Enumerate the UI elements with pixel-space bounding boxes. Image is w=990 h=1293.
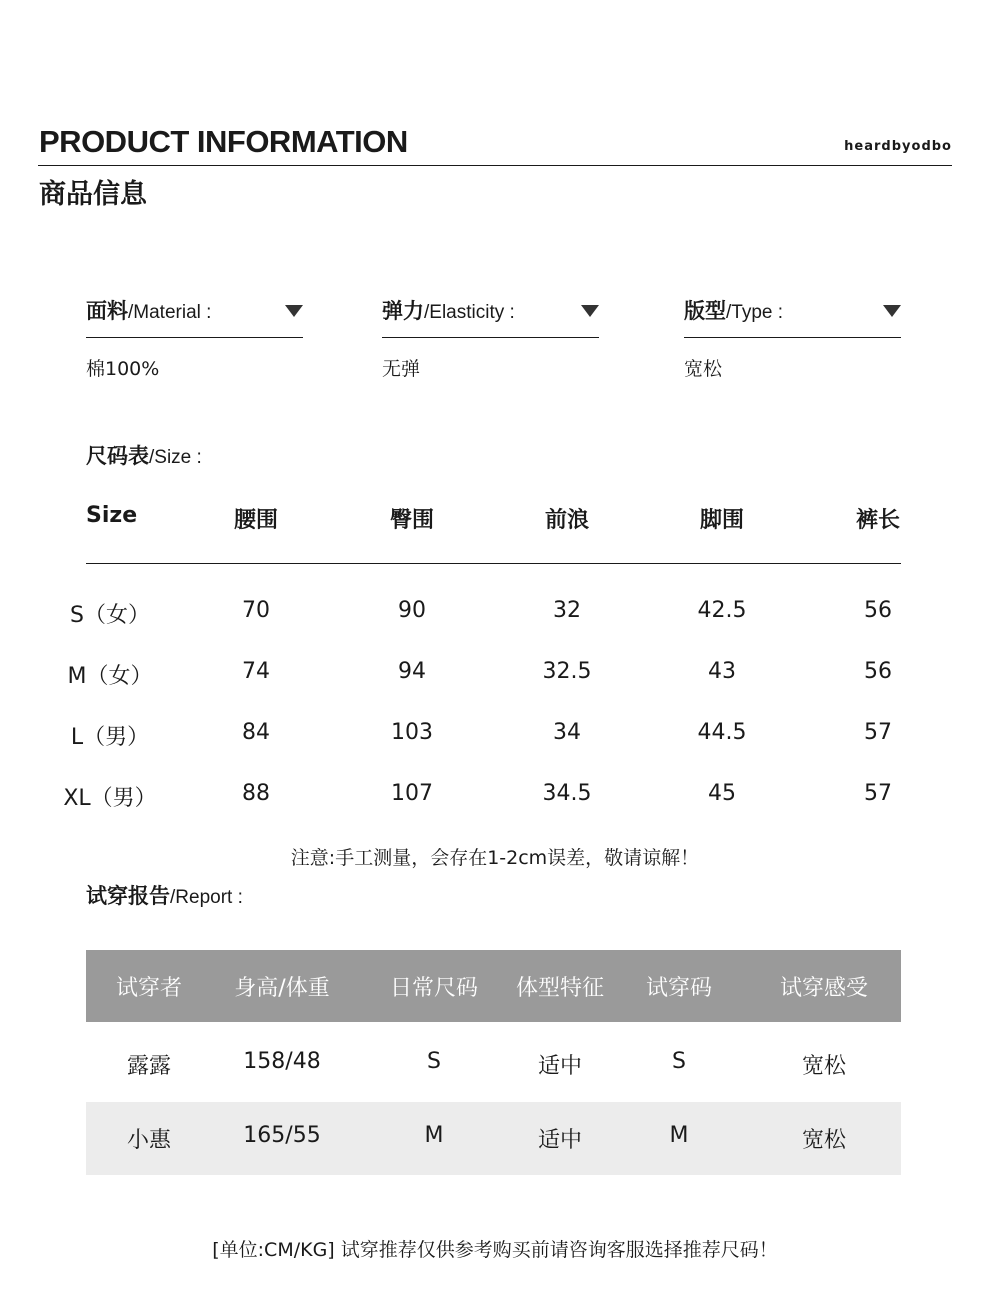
header-cell: 试穿码 (645, 976, 713, 1001)
attribute-value: 棉100% (86, 358, 160, 380)
brand-logo-text: heardbyodbo (844, 139, 952, 154)
attribute-value: 宽松 (684, 358, 723, 380)
header-cell: 前浪 (544, 508, 590, 533)
header-cell: 试穿者 (115, 976, 183, 1001)
table-row (70, 586, 901, 647)
table-cell: 57 (864, 720, 892, 745)
header-cell: Size (86, 503, 138, 528)
table-cell: 32 (553, 598, 581, 623)
table-cell: 165/55 (243, 1123, 321, 1148)
table-cell: 70 (242, 598, 270, 623)
table-cell: 56 (864, 659, 892, 684)
header-cell: 腰围 (233, 508, 279, 533)
table-cell: S（女） (70, 603, 150, 628)
table-cell: M（女） (67, 664, 153, 689)
size-table (63, 495, 901, 830)
table-row (86, 1026, 901, 1102)
table-cell: 94 (398, 659, 426, 684)
report-table-header (86, 950, 901, 1022)
table-cell: 57 (864, 781, 892, 806)
table-row (70, 708, 901, 769)
table-cell: 34 (553, 720, 581, 745)
table-cell: 84 (242, 720, 270, 745)
table-cell: 露露 (126, 1054, 172, 1079)
table-cell: 适中 (537, 1054, 583, 1079)
table-cell: 宽松 (801, 1054, 847, 1079)
header-cell: 臀围 (389, 508, 435, 533)
attribute-elasticity (382, 297, 599, 381)
table-cell: 90 (398, 598, 426, 623)
measurement-note: 注意:手工测量，会存在1-2cm误差，敬请谅解！ (290, 847, 700, 869)
table-cell: L（男） (70, 725, 150, 750)
size-section-title: 尺码表/Size : (86, 444, 202, 468)
attribute-label: 面料/Material : (86, 299, 212, 323)
table-cell: XL（男） (63, 786, 157, 811)
header-cell: 脚围 (699, 508, 745, 533)
table-cell: 88 (242, 781, 270, 806)
header-cell: 试穿感受 (779, 976, 869, 1001)
table-cell: 45 (708, 781, 736, 806)
table-cell: 适中 (537, 1128, 583, 1153)
table-cell: S (427, 1049, 441, 1074)
header-cell: 裤长 (855, 508, 901, 533)
table-cell: S (672, 1049, 686, 1074)
table-cell: M (669, 1123, 689, 1148)
table-cell: M (424, 1123, 444, 1148)
dropdown-triangle-icon (285, 305, 303, 317)
page-title: PRODUCT INFORMATION (39, 124, 408, 159)
footer-note: [单位:CM/KG] 试穿推荐仅供参考购买前请咨询客服选择推荐尺码！ (212, 1239, 778, 1261)
table-cell: 56 (864, 598, 892, 623)
dropdown-triangle-icon (581, 305, 599, 317)
table-row (63, 769, 901, 830)
header-cell: 身高/体重 (234, 976, 330, 1001)
page-subtitle: 商品信息 (39, 179, 147, 210)
attribute-material (86, 297, 303, 381)
attribute-label: 版型/Type : (684, 299, 784, 323)
dropdown-triangle-icon (883, 305, 901, 317)
table-cell: 44.5 (697, 720, 747, 745)
table-cell: 103 (391, 720, 433, 745)
table-cell: 74 (242, 659, 270, 684)
table-cell: 43 (708, 659, 736, 684)
attribute-value: 无弹 (382, 358, 421, 380)
table-cell: 42.5 (697, 598, 747, 623)
table-cell: 34.5 (542, 781, 592, 806)
attribute-type (684, 297, 901, 381)
report-table (86, 950, 901, 1175)
table-cell: 32.5 (542, 659, 592, 684)
header-cell: 体型特征 (515, 976, 605, 1001)
header-divider (38, 165, 952, 166)
table-cell: 小惠 (126, 1128, 172, 1153)
table-cell: 158/48 (243, 1049, 321, 1074)
report-section-title: 试穿报告/Report : (86, 884, 243, 908)
size-table-header (86, 495, 901, 564)
attribute-label: 弹力/Elasticity : (382, 299, 515, 323)
table-cell: 宽松 (801, 1128, 847, 1153)
table-row (86, 1102, 901, 1175)
table-cell: 107 (391, 781, 433, 806)
table-row (67, 647, 901, 708)
header-cell: 日常尺码 (389, 976, 479, 1001)
